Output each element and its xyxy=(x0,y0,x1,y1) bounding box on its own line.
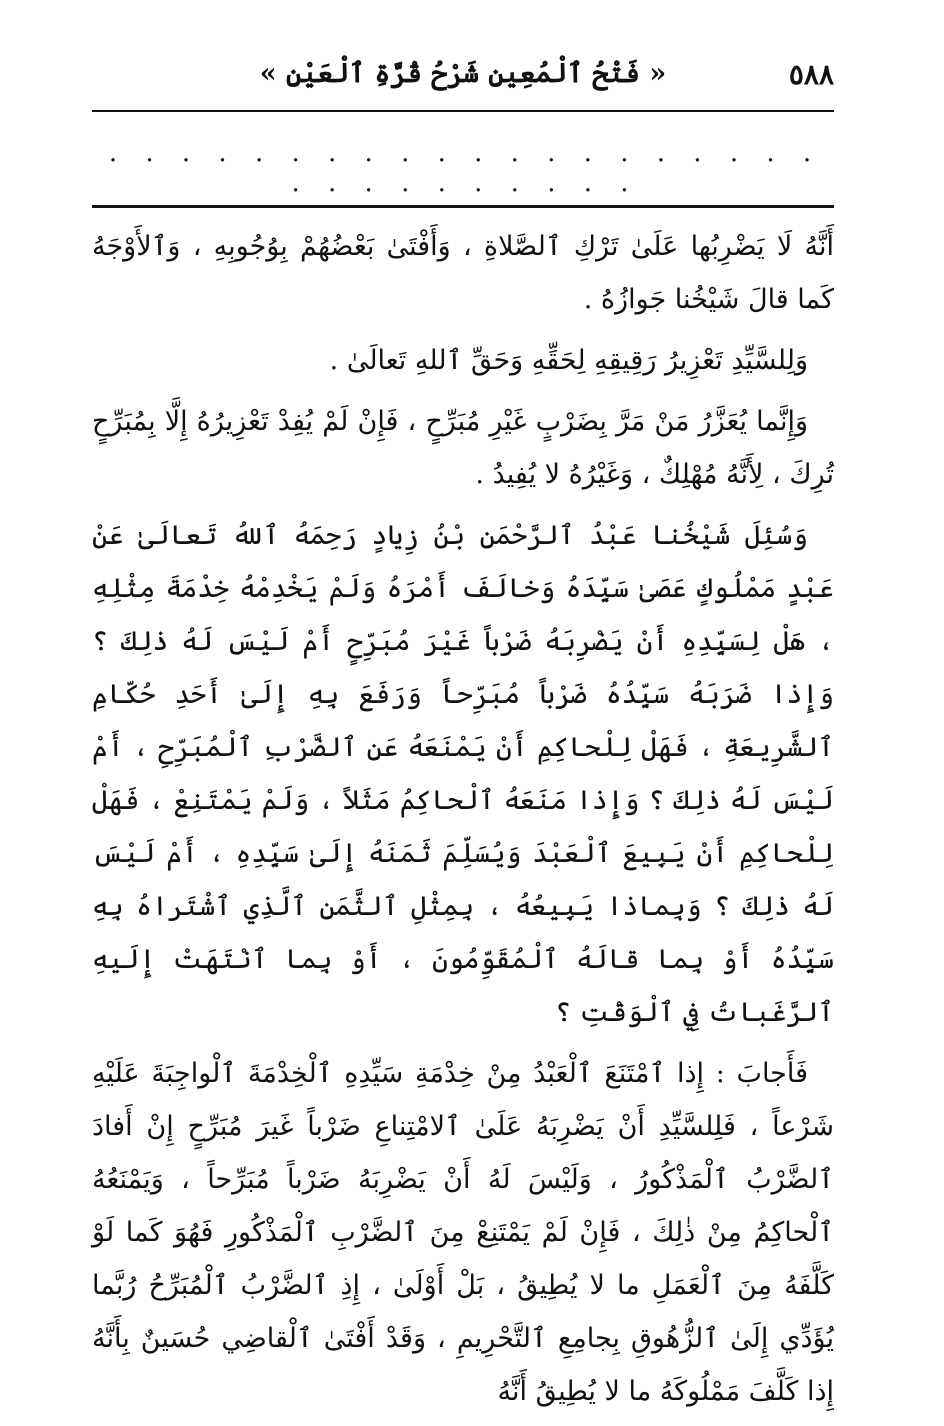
running-title: « فَتْحُ ٱلْمُعِينِ شَرْحُ قُرَّةِ ٱلْعَيْنِ » xyxy=(259,58,667,89)
footnote-separator-dots: . . . . . . . . . . . . . . . . . . . . . . . . . . . . . . xyxy=(108,138,822,198)
paragraph: وَلِلسَّيِّدِ تَعْزِيرُ رَقِيقِهِ لِحَقِّهِ وَحَقِّ ٱللهِ تَعالَىٰ . xyxy=(329,345,808,376)
page-header xyxy=(92,50,834,108)
paragraph: وَسُئِلَ شَيْخُنا عَبْدُ ٱلرَّحْمَنِ بْنُ زِيادٍ رَحِمَهُ ٱللهُ تَعالَىٰ عَنْ عَبْدٍ مَمْلُوكٍ عَصَىٰ سَيِّدَهُ وَخالَفَ أَمْرَهُ وَلَمْ يَخْدِمْهُ خِدْمَةَ مِثْلِهِ ، هَلْ لِسَيِّدِهِ أَنْ يَضْرِبَهُ ضَرْباً غَيْرَ مُبَرِّحٍ أَمْ لَيْسَ لَهُ ذٰلِكَ ؟ وَإِذا ضَرَبَهُ سَيِّدُهُ ضَرْباً مُبَرِّحاً وَرَفَعَ بِهِ إِلَىٰ أَحَدِ حُكّامِ ٱلشَّرِيعَةِ ، فَهَلْ لِلْحاكِمِ أَنْ يَمْنَعَهُ عَنِ ٱلضَّرْبِ ٱلْمُبَرِّحِ ، أَمْ لَيْسَ لَهُ ذٰلِكَ ؟ وَإِذا مَنَعَهُ ٱلْحاكِمُ مَثَلاً ، وَلَمْ يَمْتَنِعْ ، فَهَلْ لِلْحاكِمِ أَنْ يَبِيعَ ٱلْعَبْدَ وَيُسَلِّمَ ثَمَنَهُ إِلَىٰ سَيِّدِهِ ، أَمْ لَيْسَ لَهُ ذٰلِكَ ؟ وَبِماذا يَبِيعُهُ ، بِمِثْلِ ٱلثَّمَنِ ٱلَّذِي ٱشْتَراهُ بِهِ سَيِّدُهُ أَوْ بِما قالَهُ ٱلْمُقَوِّمُونَ ، أَوْ بِما ٱنْتَهَتْ إِلَيهِ ٱلرَّغَباتُ فِي ٱلْوَقْتِ ؟ xyxy=(92,520,834,1028)
paragraph: أَنَّهُ لَا يَضْرِبُها عَلَىٰ تَرْكِ ٱلصَّلاةِ ، وَأَفْتَىٰ بَعْضُهُمْ بِوُجُوبِهِ ، وَٱلأَوْجَهُ كَما قالَ شَيْخُنا جَوازُهُ . xyxy=(92,231,834,315)
section-rule xyxy=(92,205,834,208)
paragraph: وَإِنَّما يُعَزَّرُ مَنْ مَرَّ بِضَرْبٍ غَيْرِ مُبَرِّحٍ ، فَإِنْ لَمْ يُفِدْ تَعْزِيرُهُ إِلَّا بِمُبَرِّحٍ تُرِكَ ، لِأَنَّهُ مُهْلِكٌ ، وَغَيْرُهُ لا يُفِيدُ . xyxy=(92,406,834,490)
page-number: ٥٨٨ xyxy=(788,58,834,91)
body-text xyxy=(92,220,834,1426)
paragraph: فَأَجابَ : إِذا ٱمْتَنَعَ ٱلْعَبْدُ مِنْ خِدْمَةِ سَيِّدِهِ ٱلْخِدْمَةَ ٱلْواجِبَةَ عَلَيْهِ شَرْعاً ، فَلِلسَّيِّدِ أَنْ يَضْرِبَهُ عَلَىٰ ٱلامْتِناعِ ضَرْباً غَيرَ مُبَرِّحٍ إِنْ أَفادَ ٱلضَّرْبُ ٱلْمَذْكُورُ ، وَلَيْسَ لَهُ أَنْ يَضْرِبَهُ ضَرْباً مُبَرِّحاً ، وَيَمْنَعُهُ ٱلْحاكِمُ مِنْ ذٰلِكَ ، فَإِنْ لَمْ يَمْتَنِعْ مِنَ ٱلضَّرْبِ ٱلْمَذْكُورِ فَهُوَ كَما لَوْ كَلَّفَهُ مِنَ ٱلْعَمَلِ ما لا يُطِيقُ ، بَلْ أَوْلَىٰ ، إِذِ ٱلضَّرْبُ ٱلْمُبَرِّحُ رُبَّما يُؤَدِّي إِلَىٰ ٱلزُّهُوقِ بِجامِعِ ٱلتَّحْرِيمِ ، وَقَدْ أَفْتَىٰ ٱلْقاضِي حُسَينٌ بِأَنَّهُ إِذا كَلَّفَ مَمْلُوكَهُ ما لا يُطِيقُ أَنَّهُ xyxy=(92,1058,834,1407)
header-rule xyxy=(92,110,834,112)
